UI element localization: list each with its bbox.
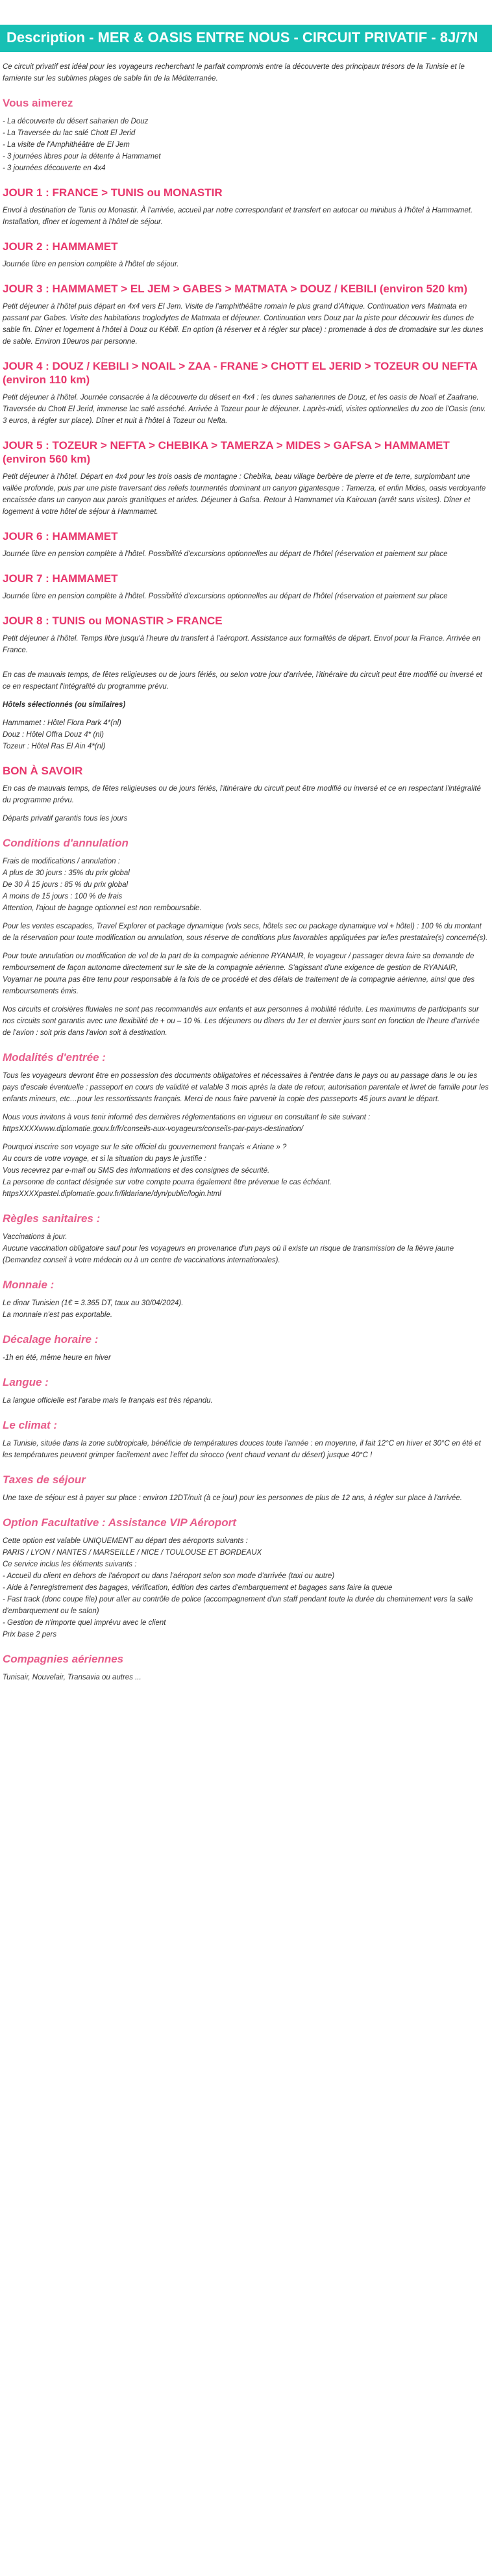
sanitaires-text bbox=[3, 1231, 489, 1266]
option-line: Cette option est valable UNIQUEMENT au départ des aéroports suivants : bbox=[3, 1537, 248, 1545]
day-6-text: Journée libre en pension complète à l'hôtel. Possibilité d'excursions optionnelles au départ de l'hôtel (réservation et paiement sur place bbox=[3, 550, 448, 558]
monnaie-line: Le dinar Tunisien (1€ = 3.365 DT, taux au 30/04/2024). bbox=[3, 1299, 184, 1307]
page bbox=[0, 25, 492, 1716]
itinerary-note: En cas de mauvais temps, de fêtes religieuses ou de jours fériés, ou selon votre jour d'arrivée, l'itinéraire du circuit peut être modifié ou inversé et ce en respectant l'intégralité du programme prévu. bbox=[3, 671, 482, 691]
taxes-heading: Taxes de séjour bbox=[3, 1473, 86, 1486]
day-4-title: JOUR 4 : DOUZ / KEBILI > NOAIL > ZAA - FRANE > CHOTT EL JERID > TOZEUR OU NEFTA (environ 110 km) bbox=[3, 360, 478, 386]
compagnies-heading: Compagnies aériennes bbox=[3, 1653, 124, 1665]
sanitaires-heading: Règles sanitaires : bbox=[3, 1212, 101, 1225]
ariane-line: Au cours de votre voyage, et si la situation du pays le justifie : bbox=[3, 1155, 206, 1163]
decalage-heading: Décalage horaire : bbox=[3, 1333, 99, 1345]
monnaie-text bbox=[3, 1297, 489, 1321]
day-4-text: Petit déjeuner à l'hôtel. Journée consacrée à la découverte du désert en 4x4 : les dunes sahariennes de Douz, et les oasis de Noail et Zaafrane. Traversée du Chott El Jerid, immense lac salé asséché. Arrivée à Tozeur pour le déjeuner. Laprès-midi, visites optionnelles du zoo de l'Oasis (env. 3 euros, à régler sur place). Dîner et nuit à l'hôtel à Tozeur ou Nefta. bbox=[3, 394, 486, 425]
option-heading: Option Facultative : Assistance VIP Aéroport bbox=[3, 1516, 236, 1529]
day-2-title: JOUR 2 : HAMMAMET bbox=[3, 240, 118, 253]
hotels-heading: Hôtels sélectionnés (ou similaires) bbox=[3, 701, 126, 709]
ariane-line: Vous recevrez par e-mail ou SMS des informations et des consignes de sécurité. bbox=[3, 1167, 270, 1175]
sanitaires-line: Vaccinations à jour. bbox=[3, 1233, 68, 1241]
option-line: - Accueil du client en dehors de l'aéroport ou dans l'aéroport selon son mode d'arrivée (taxi ou autre) bbox=[3, 1572, 335, 1580]
day-2-text: Journée libre en pension complète à l'hôtel de séjour. bbox=[3, 261, 179, 268]
bon-a-savoir-text: En cas de mauvais temps, de fêtes religieuses ou de jours fériés, l'itinéraire du circuit peut être modifié ou inversé et ce en respectant l'intégralité du programme prévu. bbox=[3, 785, 481, 804]
day-7-title: JOUR 7 : HAMMAMET bbox=[3, 572, 118, 585]
day-5-text: Petit déjeuner à l'hôtel. Départ en 4x4 pour les trois oasis de montagne : Chebika, beau village berbère de pierre et de terre, surplombant une vallée profonde, puis par une piste traversant des reliefs tourmentés dominant un canyon gigantesque : Tamerza, et enfin Mides, oasis verdoyante encaissée dans un canyon aux parois granitiques et arides. Déjeuner à Gafsa. Retour à Hammamet via Kairouan (arrêt sans visites). Dîner et logement à votre hôtel de séjour à Hammamet. bbox=[3, 473, 486, 516]
conditions-line: De 30 À 15 jours : 85 % du prix global bbox=[3, 881, 129, 889]
list-item: - 3 journées libres pour la détente à Hammamet bbox=[3, 153, 161, 160]
conditions-ryanair: Pour toute annulation ou modification de vol de la part de la compagnie aérienne RYANAIR, le voyageur / passager devra faire sa demande de remboursement de façon autonome directement sur le site de la compagnie aérienne. S'agissant d'une exigence de gestion de RYANAIR, Voyamar ne pourra pas être tenu pour responsable à la fois de ce procédé et des délais de traitement de la compagnie aérienne, ainsi que des remboursements émis. bbox=[3, 952, 475, 995]
option-line: - Gestion de n'importe quel imprévu avec le client bbox=[3, 1619, 166, 1627]
option-list bbox=[3, 1535, 489, 1640]
modalites-documents: Tous les voyageurs devront être en possession des documents obligatoires et nécessaires à l'entrée dans le pays ou au passage dans le ou les pays d'escale éventuelle : passeport en cours de validité et valable 3 mois après la date de retour, autorisation parentale et livret de famille pour les enfants mineurs, etc…pour les ressortissants français. Merci de nous faire parvenir la copie des passeports 45 jours avant le départ. bbox=[3, 1072, 489, 1103]
climat-text: La Tunisie, située dans la zone subtropicale, bénéficie de températures douces toute l'année : en moyenne, il fait 12°C en hiver et 30°C en été et les températures peuvent grimper facilement avec l'effet du sirocco (vent chaud venant du désert) jusque 40°C ! bbox=[3, 1440, 481, 1459]
climat-heading: Le climat : bbox=[3, 1419, 58, 1431]
hotel-item: Douz : Hôtel Offra Douz 4* (nl) bbox=[3, 731, 104, 739]
hotel-item: Hammamet : Hôtel Flora Park 4*(nl) bbox=[3, 719, 121, 727]
day-1-title: JOUR 1 : FRANCE > TUNIS ou MONASTIR bbox=[3, 186, 223, 199]
option-line: PARIS / LYON / NANTES / MARSEILLE / NICE / TOULOUSE ET BORDEAUX bbox=[3, 1549, 262, 1557]
bon-a-savoir-departs: Départs privatif garantis tous les jours bbox=[3, 815, 128, 823]
conditions-line: A moins de 15 jours : 100 % de frais bbox=[3, 893, 123, 900]
page-title: Description - MER & OASIS ENTRE NOUS - CIRCUIT PRIVATIF - 8J/7N bbox=[0, 25, 492, 52]
list-item: - La découverte du désert saharien de Douz bbox=[3, 118, 149, 125]
sanitaires-line: Aucune vaccination obligatoire sauf pour les voyageurs en provenance d'un pays où il existe un risque de transmission de la fièvre jaune (Demandez conseil à votre médecin ou à un centre de vaccinations internationales). bbox=[3, 1245, 454, 1264]
hotel-item: Tozeur : Hôtel Ras El Ain 4*(nl) bbox=[3, 743, 106, 750]
conditions-line: Frais de modifications / annulation : bbox=[3, 858, 120, 865]
langue-text: La langue officielle est l'arabe mais le français est très répandu. bbox=[3, 1397, 213, 1405]
content bbox=[0, 61, 492, 1683]
list-item: - La Traversée du lac salé Chott El Jerid bbox=[3, 129, 136, 137]
conditions-line: Attention, l'ajout de bagage optionnel est non remboursable. bbox=[3, 904, 202, 912]
decalage-text: -1h en été, même heure en hiver bbox=[3, 1354, 111, 1362]
conditions-line: A plus de 30 jours : 35% du prix global bbox=[3, 869, 130, 877]
conditions-list bbox=[3, 856, 489, 914]
list-item: - 3 journées découverte en 4x4 bbox=[3, 164, 106, 172]
ariane-line: Pourquoi inscrire son voyage sur le site officiel du gouvernement français « Ariane » ? bbox=[3, 1143, 287, 1151]
day-3-text: Petit déjeuner à l'hôtel puis départ en 4x4 vers El Jem. Visite de l'amphithéâtre romain le plus grand d'Afrique. Continuation vers Matmata en passant par Gabes. Visite des habitations troglodytes de Matmata et déjeuner. Continuation vers Douz par la piste pour découvrir les dunes de sable fin. Dîner et logement à l'hôtel à Douz ou Kébili. En option (à réserver et à régler sur place) : promenade à dos de dromadaire sur les dunes de sable. Environ 10euros par personne. bbox=[3, 303, 484, 346]
day-1-text: Envol à destination de Tunis ou Monastir. À l'arrivée, accueil par notre correspondant et transfert en autocar ou minibus à l'hôtel à Hammamet. Installation, dîner et logement à l'hôtel de séjour. bbox=[3, 207, 473, 226]
day-3-title: JOUR 3 : HAMMAMET > EL JEM > GABES > MATMATA > DOUZ / KEBILI (environ 520 km) bbox=[3, 283, 467, 295]
taxes-text: Une taxe de séjour est à payer sur place : environ 12DT/nuit (à ce jour) pour les personnes de plus de 12 ans, à régler sur place à l'arrivée. bbox=[3, 1494, 462, 1502]
modalites-ariane bbox=[3, 1141, 489, 1200]
option-line: Ce service inclus les éléments suivants : bbox=[3, 1561, 137, 1568]
option-line: - Aide à l'enregistrement des bagages, vérification, édition des cartes d'embarquement et bagages sans faire la queue bbox=[3, 1584, 393, 1592]
hotels-list bbox=[3, 717, 489, 752]
langue-heading: Langue : bbox=[3, 1376, 49, 1388]
list-item: - La visite de l'Amphithéâtre de El Jem bbox=[3, 141, 130, 149]
ariane-link: httpsXXXXpastel.diplomatie.gouv.fr/fildariane/dyn/public/login.html bbox=[3, 1190, 221, 1198]
compagnies-text: Tunisair, Nouvelair, Transavia ou autres ... bbox=[3, 1674, 141, 1681]
option-line: Prix base 2 pers bbox=[3, 1631, 57, 1639]
day-7-text: Journée libre en pension complète à l'hôtel. Possibilité d'excursions optionnelles au départ de l'hôtel (réservation et paiement sur place bbox=[3, 593, 448, 600]
day-6-title: JOUR 6 : HAMMAMET bbox=[3, 530, 118, 542]
day-8-text: Petit déjeuner à l'hôtel. Temps libre jusqu'à l'heure du transfert à l'aéroport. Assistance aux formalités de départ. Envol pour la France. Arrivée en France. bbox=[3, 635, 481, 654]
conditions-heading: Conditions d'annulation bbox=[3, 837, 129, 849]
day-5-title: JOUR 5 : TOZEUR > NEFTA > CHEBIKA > TAMERZA > MIDES > GAFSA > HAMMAMET (environ 560 km) bbox=[3, 439, 450, 465]
monnaie-heading: Monnaie : bbox=[3, 1279, 55, 1291]
vous-aimerez-list bbox=[3, 116, 489, 174]
vous-aimerez-heading: Vous aimerez bbox=[3, 97, 73, 109]
day-8-title: JOUR 8 : TUNIS ou MONASTIR > FRANCE bbox=[3, 615, 223, 627]
modalites-heading: Modalités d'entrée : bbox=[3, 1051, 106, 1064]
monnaie-line: La monnaie n'est pas exportable. bbox=[3, 1311, 113, 1319]
ariane-line: La personne de contact désignée sur votre compte pourra également être prévenue le cas échéant. bbox=[3, 1179, 332, 1186]
intro-text: Ce circuit privatif est idéal pour les voyageurs recherchant le parfait compromis entre la découverte des principaux trésors de la Tunisie et le farniente sur les sublimes plages de sable fin de la Méditerranée. bbox=[3, 63, 465, 83]
bon-a-savoir-heading: BON À SAVOIR bbox=[3, 765, 83, 777]
modalites-reglementations: Nous vous invitons à vous tenir informé des dernières réglementations en vigueur en consultant le site suivant : httpsXXXXwww.diplomatie.gouv.fr/fr/conseils-aux-voyageurs/conseils-par-pays-destination/ bbox=[3, 1114, 371, 1133]
option-line: - Fast track (donc coupe file) pour aller au contrôle de police (accompagnement d'un staff pendant toute la durée du cheminement vers la salle d'embarquement ou le salon) bbox=[3, 1596, 473, 1615]
conditions-ventes: Pour les ventes escapades, Travel Explorer et package dynamique (vols secs, hôtels sec ou package dynamique vol + hôtel) : 100 % du montant de la réservation pour toute modification ou annulation, sous réserve de conditions plus favorables appliquées par le/les prestataire(s) concerné(s). bbox=[3, 923, 488, 942]
conditions-circuits: Nos circuits et croisières fluviales ne sont pas recommandés aux enfants et aux personnes à mobilité réduite. Les maximums de participants sur nos circuits sont garantis avec une flexibilité de + ou – 10 %. Les déjeuners ou dîners du 1er et dernier jours sont en fonction de l'heure d'arrivée de l'avion : soit pris dans l'avion soit à destination. bbox=[3, 1006, 480, 1037]
